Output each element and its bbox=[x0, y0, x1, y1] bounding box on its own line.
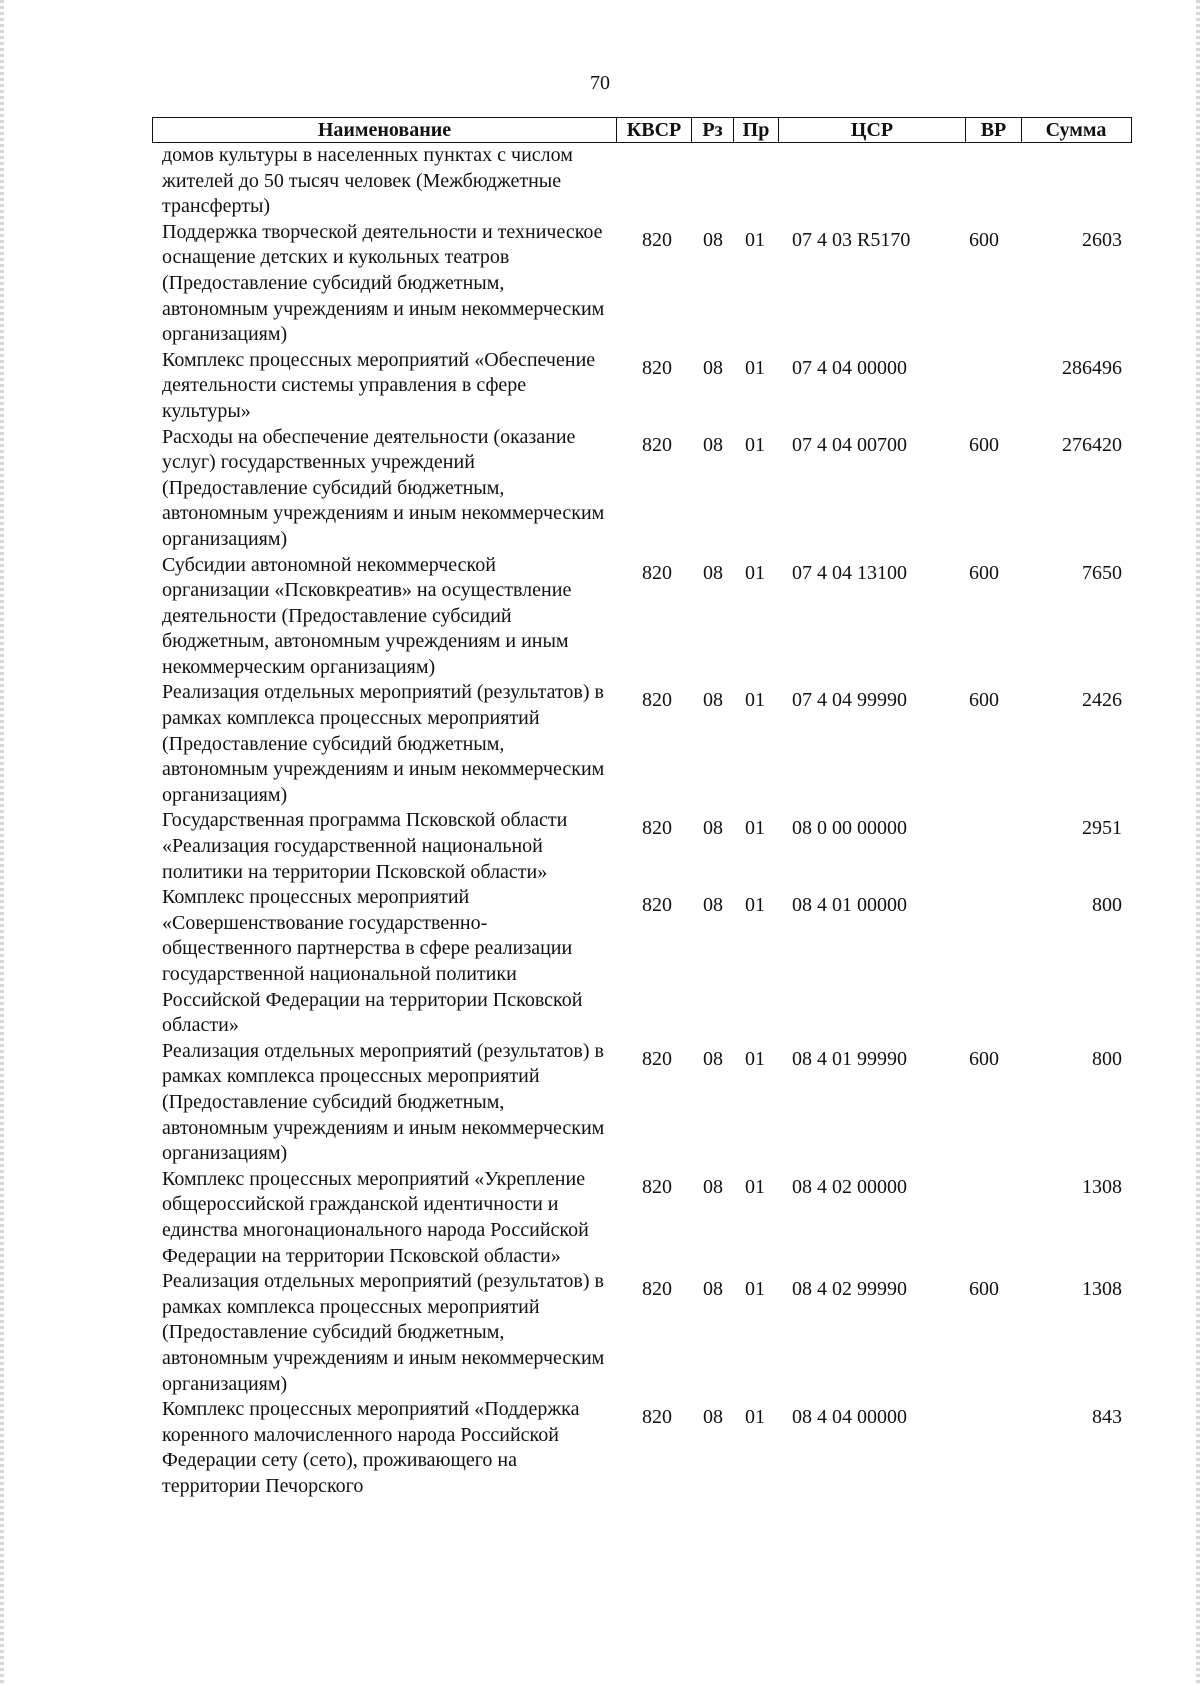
row-name: Реализация отдельных мероприятий (результатов) в рамках комплекса процессных мероприятий (Предоставление субсидий бюджетным, автономным учреждениям и иным некоммерческим организациям) bbox=[162, 681, 605, 806]
row-name: Комплекс процессных мероприятий «Поддержка коренного малочисленного народа Российской Федерации сету (сето), проживающего на территории Печорского bbox=[162, 1398, 580, 1497]
row-kvsr: 820 bbox=[642, 1175, 672, 1198]
row-pr: 01 bbox=[745, 561, 765, 584]
row-csr: 07 4 04 00000 bbox=[792, 356, 907, 379]
table-row bbox=[152, 1397, 1132, 1499]
row-rz: 08 bbox=[703, 1047, 723, 1070]
row-name: Расходы на обеспечение деятельности (оказание услуг) государственных учреждений (Предоставление субсидий бюджетным, автономным учреждениям и иным некоммерческим организациям) bbox=[162, 425, 605, 550]
header-rz: Рз bbox=[691, 118, 733, 142]
row-name: Комплекс процессных мероприятий «Укрепление общероссийской гражданской идентичности и единства многонационального народа Российской Федерации на территории Псковской области» bbox=[162, 1167, 589, 1267]
table-body bbox=[152, 143, 1132, 1499]
table-row bbox=[152, 808, 1132, 885]
row-pr: 01 bbox=[745, 1175, 765, 1198]
row-csr: 08 4 01 99990 bbox=[792, 1047, 907, 1070]
row-kvsr: 820 bbox=[642, 228, 672, 251]
row-sum: 2951 bbox=[1082, 817, 1122, 840]
row-pr: 01 bbox=[745, 228, 765, 251]
row-vr: 600 bbox=[969, 1047, 999, 1070]
row-sum: 286496 bbox=[1062, 356, 1122, 379]
table-row bbox=[152, 680, 1132, 808]
table-row bbox=[152, 220, 1132, 348]
table-header bbox=[152, 117, 1132, 143]
row-csr: 08 4 04 00000 bbox=[792, 1406, 907, 1429]
row-vr: 600 bbox=[969, 1278, 999, 1301]
header-pr: Пр bbox=[733, 118, 778, 142]
row-pr: 01 bbox=[745, 1047, 765, 1070]
row-vr: 600 bbox=[969, 561, 999, 584]
row-sum: 276420 bbox=[1062, 433, 1122, 456]
row-csr: 08 0 00 00000 bbox=[792, 817, 907, 840]
row-pr: 01 bbox=[745, 433, 765, 456]
scan-edge-left bbox=[0, 0, 4, 1686]
row-sum: 1308 bbox=[1082, 1278, 1122, 1301]
row-name: Государственная программа Псковской области «Реализация государственной национальной политики на территории Псковской области» bbox=[162, 809, 568, 883]
table-row bbox=[152, 553, 1132, 681]
row-vr: 600 bbox=[969, 433, 999, 456]
row-kvsr: 820 bbox=[642, 433, 672, 456]
row-rz: 08 bbox=[703, 1406, 723, 1429]
table-row bbox=[152, 348, 1132, 425]
row-kvsr: 820 bbox=[642, 1047, 672, 1070]
row-sum: 800 bbox=[1092, 1047, 1122, 1070]
row-csr: 07 4 04 13100 bbox=[792, 561, 907, 584]
row-kvsr: 820 bbox=[642, 1406, 672, 1429]
row-rz: 08 bbox=[703, 817, 723, 840]
row-sum: 800 bbox=[1092, 894, 1122, 917]
row-csr: 07 4 04 99990 bbox=[792, 689, 907, 712]
table-row bbox=[152, 1269, 1132, 1397]
table-row bbox=[152, 1167, 1132, 1269]
row-sum: 7650 bbox=[1082, 561, 1122, 584]
row-sum: 2426 bbox=[1082, 689, 1122, 712]
row-kvsr: 820 bbox=[642, 817, 672, 840]
header-kvsr: КВСР bbox=[616, 118, 691, 142]
row-pr: 01 bbox=[745, 1278, 765, 1301]
table-row bbox=[152, 885, 1132, 1039]
row-pr: 01 bbox=[745, 817, 765, 840]
row-csr: 07 4 04 00700 bbox=[792, 433, 907, 456]
row-name: Субсидии автономной некоммерческой организации «Псковкреатив» на осуществление деятельности (Предоставление субсидий бюджетным, автономным учреждениям и иным некоммерческим организациям) bbox=[162, 553, 572, 678]
row-csr: 07 4 03 R5170 bbox=[792, 228, 911, 251]
table-row bbox=[152, 1039, 1132, 1167]
header-csr: ЦСР bbox=[778, 118, 965, 142]
row-name: Комплекс процессных мероприятий «Обеспечение деятельности системы управления в сфере культуры» bbox=[162, 348, 596, 422]
row-vr: 600 bbox=[969, 228, 999, 251]
row-rz: 08 bbox=[703, 228, 723, 251]
row-rz: 08 bbox=[703, 894, 723, 917]
row-vr: 600 bbox=[969, 689, 999, 712]
row-name: Поддержка творческой деятельности и техническое оснащение детских и кукольных театров (Предоставление субсидий бюджетным, автономным учреждениям и иным некоммерческим организациям) bbox=[162, 220, 605, 346]
row-sum: 843 bbox=[1092, 1406, 1122, 1429]
row-rz: 08 bbox=[703, 433, 723, 456]
page-number: 70 bbox=[590, 72, 610, 94]
row-kvsr: 820 bbox=[642, 689, 672, 712]
table-row bbox=[152, 425, 1132, 553]
row-pr: 01 bbox=[745, 894, 765, 917]
row-rz: 08 bbox=[703, 561, 723, 584]
row-pr: 01 bbox=[745, 356, 765, 379]
row-rz: 08 bbox=[703, 1278, 723, 1301]
row-sum: 2603 bbox=[1082, 228, 1122, 251]
row-pr: 01 bbox=[745, 1406, 765, 1429]
row-kvsr: 820 bbox=[642, 894, 672, 917]
header-vr: ВР bbox=[965, 118, 1021, 142]
row-csr: 08 4 02 00000 bbox=[792, 1175, 907, 1198]
row-rz: 08 bbox=[703, 356, 723, 379]
row-csr: 08 4 01 00000 bbox=[792, 894, 907, 917]
row-sum: 1308 bbox=[1082, 1175, 1122, 1198]
row-kvsr: 820 bbox=[642, 1278, 672, 1301]
row-csr: 08 4 02 99990 bbox=[792, 1278, 907, 1301]
row-name: Реализация отдельных мероприятий (результатов) в рамках комплекса процессных мероприятий (Предоставление субсидий бюджетным, автономным учреждениям и иным некоммерческим организациям) bbox=[162, 1039, 605, 1165]
header-sum: Сумма bbox=[1021, 118, 1130, 142]
row-name: Реализация отдельных мероприятий (результатов) в рамках комплекса процессных мероприятий (Предоставление субсидий бюджетным, автономным учреждениям и иным некоммерческим организациям) bbox=[162, 1270, 605, 1395]
header-name: Наименование bbox=[317, 119, 452, 141]
row-kvsr: 820 bbox=[642, 356, 672, 379]
row-pr: 01 bbox=[745, 689, 765, 712]
table-row-continuation bbox=[152, 143, 1132, 220]
scan-edge-right bbox=[1196, 0, 1200, 1686]
row-rz: 08 bbox=[703, 689, 723, 712]
row-kvsr: 820 bbox=[642, 561, 672, 584]
row-name: домов культуры в населенных пунктах с числом жителей до 50 тысяч человек (Межбюджетные трансферты) bbox=[162, 144, 573, 218]
row-name: Комплекс процессных мероприятий «Совершенствование государственно-общественного партнерства в сфере реализации государственной национальной политики Российской Федерации на территории Псковской области» bbox=[162, 886, 583, 1037]
row-rz: 08 bbox=[703, 1175, 723, 1198]
